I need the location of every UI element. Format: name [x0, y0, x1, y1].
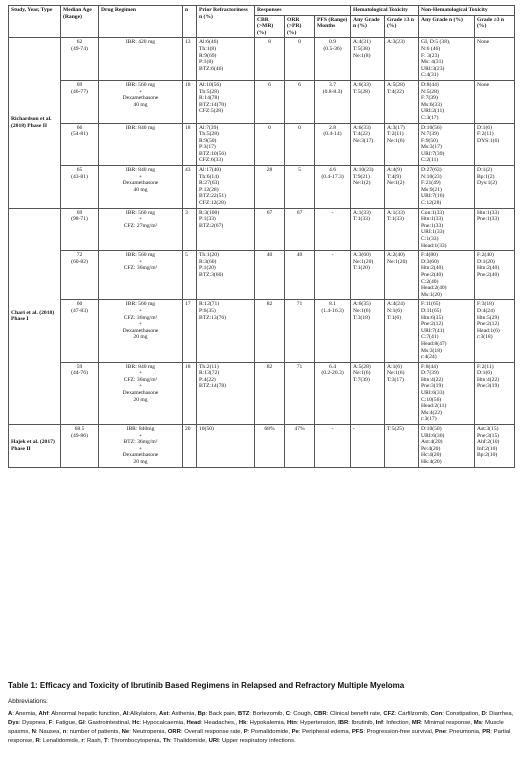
abbreviation-key: Pe [291, 729, 299, 736]
cell-age: 72 (60-82) [61, 251, 99, 300]
abbreviation-value: : Anemia, [12, 711, 39, 717]
table-row [9, 300, 515, 362]
header-hema-g3: Grade ≥3 n (%) [385, 15, 419, 38]
abbreviation-value: : Pneumonia, [445, 729, 483, 736]
cell-nonhema-any: D:10(56) N:7(39) F:9(50) Ms:3(17) URI:7(39) C:2(11) [419, 123, 475, 166]
abbreviation-value: : Muscle spasms, [8, 720, 504, 736]
cell-pfs: 8.1 (1.4-16.3) [315, 300, 351, 362]
cell-orr: 5 [285, 166, 315, 209]
cell-hema-g3: A:4(24) N:1(6) T:1(6) [385, 300, 419, 362]
cell-prior: Al:17(40) Th:6(14) R:27(63) P:12(28) BTZ:22(51) CFZ:12(28) [197, 166, 255, 209]
abbreviation-key: n [62, 729, 67, 736]
abbreviation-value: : Thalidomide, [170, 738, 209, 745]
cell-hema-g3: A:4(9) T:4(9) Ne:1(2) [385, 166, 419, 209]
abbreviation-value: : Lenalidomide, [39, 738, 82, 745]
cell-prior: R:3(100) P:1(33) BTZ:2(67) [197, 208, 255, 251]
table-caption: Table 1: Efficacy and Toxicity of Ibrutinib Based Regimens in Relapsed and Refractory Multiple Myeloma [8, 681, 405, 690]
abbreviation-key: r [81, 738, 84, 745]
cell-hema-g3: A:2(40) Ne:1(20) [385, 251, 419, 300]
abbreviation-key: Ms [473, 720, 482, 727]
cell-nonhema-any: Con:1(33) Htn:1(33) Pne:1(33) URI:1(33) C:1(33) Head:1(33) [419, 208, 475, 251]
abbreviation-value: : Rash, [83, 738, 104, 745]
cell-cbr: 8 [255, 38, 285, 81]
abbreviation-key: Hc [132, 720, 140, 727]
abbreviation-value: : Minimal response, [420, 720, 474, 727]
cell-hema-any: A:6(33) T:4(22) Ne:3(17) [351, 123, 385, 166]
abbreviations-heading: Abbreviations: [8, 698, 48, 705]
cell-hema-g3: A:5(28) T:4(22) [385, 80, 419, 123]
abbreviation-value: : number of patients, [66, 729, 122, 736]
abbreviation-key: A [8, 711, 13, 717]
abbreviation-value: : Thrombocytopenia, [107, 738, 163, 745]
cell-prior: R:12(71) P:6(35) BTZ:13(76) [197, 300, 255, 362]
cell-pfs: 4.6 (0.4-17.3) [315, 166, 351, 209]
cell-regimen: IBR: 840 mg [99, 123, 183, 166]
cell-pfs: 0.9 (0.5-36) [315, 38, 351, 81]
cell-nonhema-g3: None [475, 38, 515, 81]
cell-n: 43 [183, 166, 197, 209]
abbreviation-value: : Bortezomib, [249, 711, 286, 717]
header-prior: Prior Refractoriness n (%) [197, 6, 255, 38]
table-row [9, 38, 515, 81]
cell-age: 65 (43-81) [61, 166, 99, 209]
cell-orr: 0 [285, 123, 315, 166]
cell-prior: 10(50) [197, 425, 255, 468]
cell-regimen: IBR: 420 mg [99, 38, 183, 81]
cell-orr: 6 [285, 80, 315, 123]
header-age: Median Age (Range) [61, 6, 99, 38]
abbreviation-value: : Upper respiratory infections. [218, 738, 296, 745]
abbreviation-value: : Fatigue, [52, 720, 79, 727]
study-cell: Richardson et al. (2018) Phase II [9, 38, 61, 208]
abbreviation-value: : Progression-free survival, [363, 729, 436, 736]
abbreviation-key: IBR [338, 720, 349, 727]
cell-nonhema-any: F:11(65) D:11(65) Htn:6(35) Pne:2(12) URI:7(41) C:7(41) Head:8(47) Ms:3(18) r:4(24) [419, 300, 475, 362]
cell-nonhema-g3: Htn:1(33) Pne:1(33) [475, 208, 515, 251]
cell-nonhema-any: D:27(63) N:10(23) F:21(49) Ms:9(21) URI:7(16) C:12(28) [419, 166, 475, 209]
cell-cbr: 0 [255, 123, 285, 166]
table-row [9, 123, 515, 166]
abbreviation-key: Dys [8, 720, 19, 727]
cell-hema-any: A:1(33) T:1(33) [351, 208, 385, 251]
abbreviation-value: : Ibrutinib, [348, 720, 376, 727]
abbreviation-key: Th [162, 738, 171, 745]
abbreviation-key: ORR [167, 729, 181, 736]
cell-hema-any: A:5(28) Ne:1(6) T:7(39) [351, 362, 385, 424]
cell-regimen: IBR: 840 mg + Dexamethasone 40 mg [99, 166, 183, 209]
cell-regimen: IBR: 840mg + BTZ: 36mg/m² + Dexamethasone 20 mg [99, 425, 183, 468]
header-pfs: PFS (Range) Months [315, 15, 351, 38]
abbreviation-value: : Cough, [290, 711, 314, 717]
cell-hema-any: A:10(23) T:9(21) Ne:1(2) [351, 166, 385, 209]
cell-hema-any: A:3(60) Ne:1(20) T:1(20) [351, 251, 385, 300]
cell-prior: Al:10(56) Th:5(28) R:14(78) BTZ:14(70) CFZ:5(28) [197, 80, 255, 123]
abbreviation-key: GI [78, 720, 85, 727]
cell-age: 60 (47-83) [61, 300, 99, 362]
cell-hema-any: A:6(33) T:5(28) [351, 80, 385, 123]
study-cell: Hajek et al. (2017) Phase II [9, 425, 61, 468]
cell-prior: Al:7(39) Th:5(28) R:9(50) P:3(17) BTZ:10(56) CFZ:6(33) [197, 123, 255, 166]
table-row [9, 251, 515, 300]
abbreviation-value: : Hypokalemia, [246, 720, 288, 727]
header-cbr: CBR (>MR) (%) [255, 15, 285, 38]
cell-age: 69 (46-77) [61, 80, 99, 123]
header-nonhema: Non-Hematological Toxicity [419, 6, 515, 16]
cell-nonhema-any: F:4(80) D:3(60) Htn:2(40) Pne:2(40) C:2(40) Head:2(40) Ms:1(20) [419, 251, 475, 300]
cell-age: 69 (98-71) [61, 208, 99, 251]
table-row [9, 208, 515, 251]
abbreviation-key: MR [411, 720, 421, 727]
header-nonhema-any: Any Grade n (%) [419, 15, 475, 38]
cell-regimen: IBR: 560 mg + CFZ: 27mg/m² [99, 208, 183, 251]
cell-regimen: IBR: 560 mg + CFZ: 36mg/m² + Dexamethasone 20 mg [99, 300, 183, 362]
cell-orr: 71 [285, 300, 315, 362]
table-row [9, 166, 515, 209]
cell-pfs: 2.8 (0.4-14) [315, 123, 351, 166]
abbreviation-key: N [31, 729, 36, 736]
header-hema-any: Any Grade n (%) [351, 15, 385, 38]
abbreviation-key: Htn [287, 720, 297, 727]
cell-hema-any: - [351, 425, 385, 468]
cell-cbr: 40 [255, 251, 285, 300]
cell-prior: Th:1(20) R:3(60) P:1(20) BTZ:3(60) [197, 251, 255, 300]
cell-orr: 40 [285, 251, 315, 300]
abbreviations-list [8, 710, 514, 747]
abbreviation-value: : Carfilzomib, [394, 711, 431, 717]
header-n: n [183, 6, 197, 38]
cell-nonhema-any: D:8(44) N:5(28) F:7(39) Ms:6(33) URI:2(11) C:3(17) [419, 80, 475, 123]
header-regimen: Drug Regimen [99, 6, 183, 38]
cell-nonhema-g3: Ast:3(15) Pne:3(15) Ahf:2(10) Inf:2(10) Bp:2(10) [475, 425, 515, 468]
abbreviation-key: P [243, 729, 248, 736]
abbreviation-value: : Back pain, [205, 711, 238, 717]
cell-n: 5 [183, 251, 197, 300]
abbreviation-key: D [481, 711, 486, 717]
cell-pfs: - [315, 425, 351, 468]
abbreviation-value: : Infection, [382, 720, 412, 727]
cell-nonhema-g3: F:2(11) D:1(6) Htn:4(22) Pne:3(19) [475, 362, 515, 424]
abbreviation-value: : Partial response, [8, 729, 511, 745]
study-cell: Chari et al. (2018) Phase I [9, 208, 61, 424]
abbreviation-value: : Clinical benefit rate, [326, 711, 384, 717]
cell-nonhema-any: D:10(50) URI:6(30) Ast:4(20) Pe:4(20) Hc:4(20) Hk:4(20) [419, 425, 475, 468]
abbreviation-key: Pne [435, 729, 446, 736]
abbreviation-key: Bp [197, 711, 206, 717]
abbreviation-key: CFZ [383, 711, 395, 717]
cell-age: 59 (44-76) [61, 362, 99, 424]
header-nonhema-g3: Grade ≥3 n (%) [475, 15, 515, 38]
cell-hema-any: A:6(35) Ne:1(6) T:3(18) [351, 300, 385, 362]
abbreviation-key: URI [208, 738, 219, 745]
cell-prior: Al:6(46) Th:1(8) R:9(69) P:1(8) BTZ:6(46) [197, 38, 255, 81]
abbreviation-key: Inf [375, 720, 383, 727]
cell-n: 17 [183, 300, 197, 362]
cell-n: 18 [183, 123, 197, 166]
abbreviation-value: : Diarrhea, [485, 711, 514, 717]
cell-nonhema-g3: D:1(6) F:2(11) DYS:1(6) [475, 123, 515, 166]
cell-orr: 0 [285, 38, 315, 81]
cell-pfs: 6.4 (0.2-20.3) [315, 362, 351, 424]
cell-cbr: 28 [255, 166, 285, 209]
cell-hema-g3: A:1(6) Ne:1(6) T:3(17) [385, 362, 419, 424]
cell-age: 68.5 (49-86) [61, 425, 99, 468]
cell-hema-g3: A:1(33) T:1(33) [385, 208, 419, 251]
abbreviation-value: : Nausea, [35, 729, 63, 736]
abbreviation-value: : Neutropenia, [129, 729, 168, 736]
table-row [9, 362, 515, 424]
header-study: Study, Year, Type [9, 6, 61, 38]
cell-nonhema-any: GI, D:5 (38), N:6 (46) F: 3(23) Ms: 4(31) URI:3(23) C:4(31) [419, 38, 475, 81]
cell-cbr: 6 [255, 80, 285, 123]
abbreviation-key: T [103, 738, 108, 745]
abbreviation-value: : Pomalidomide, [247, 729, 292, 736]
abbreviation-value: : Gastrointestinal, [84, 720, 133, 727]
abbreviation-key: R [35, 738, 40, 745]
abbreviation-value: :Alkylators, [128, 711, 159, 717]
cell-regimen: IBR: 840 mg + CFZ: 36mg/m² + Dexamethasone 20 mg [99, 362, 183, 424]
cell-cbr: 68% [255, 425, 285, 468]
abbreviation-key: CBR [313, 711, 327, 717]
cell-n: 13 [183, 38, 197, 81]
abbreviation-key: Ne [121, 729, 130, 736]
cell-orr: 71 [285, 362, 315, 424]
abbreviation-key: PFS [351, 729, 364, 736]
abbreviation-key: Ahf [38, 711, 49, 717]
cell-hema-g3: A:3(23) [385, 38, 419, 81]
cell-nonhema-g3: D:1(2) Bp:1(2) Dys:1(2) [475, 166, 515, 209]
cell-pfs: 3.7 (0.8-8.3) [315, 80, 351, 123]
cell-n: 3 [183, 208, 197, 251]
abbreviation-value: : Asthenia, [168, 711, 198, 717]
abbreviation-key: Head [186, 720, 201, 727]
cell-regimen: IBR: 560 mg + CFZ: 36mg/m² [99, 251, 183, 300]
cell-cbr: 82 [255, 362, 285, 424]
cell-hema-any: A:4(31) T:5(38) Ne:1(8) [351, 38, 385, 81]
header-orr: ORR (>PR) (%) [285, 15, 315, 38]
efficacy-toxicity-table [8, 5, 515, 468]
abbreviation-key: Hk [238, 720, 247, 727]
abbreviation-value: : Headaches,, [200, 720, 239, 727]
cell-nonhema-any: F:8(44) D:7(39) Htn:4(22) Pne:3(19) URI:6(33) C:10(56) Head:2(11) Ms:4(22) r:3(17) [419, 362, 475, 424]
abbreviation-value: : Hypocalcaemia, [139, 720, 187, 727]
abbreviation-value: : Abnormal hepatic function, [48, 711, 123, 717]
cell-orr: 47% [285, 425, 315, 468]
cell-n: 18 [183, 80, 197, 123]
cell-orr: 67 [285, 208, 315, 251]
abbreviation-value: : Overall response rate, [180, 729, 244, 736]
header-responses: Responses [255, 6, 351, 16]
abbreviation-key: Al [122, 711, 129, 717]
header-hema: Hematological Toxicity [351, 6, 419, 16]
abbreviation-value: : Dyspnea, [18, 720, 49, 727]
cell-n: 20 [183, 425, 197, 468]
cell-regimen: IBR: 560 mg + Dexamethasone 40 mg [99, 80, 183, 123]
cell-hema-g3: T:5(25) [385, 425, 419, 468]
cell-age: 62 (49-74) [61, 38, 99, 81]
abbreviation-value: : Peripheral edema, [298, 729, 352, 736]
abbreviation-key: Ast [159, 711, 169, 717]
cell-nonhema-g3: None [475, 80, 515, 123]
table-row [9, 425, 515, 468]
abbreviation-key: PR [482, 729, 491, 736]
cell-pfs: - [315, 208, 351, 251]
abbreviation-key: BTZ [237, 711, 250, 717]
cell-hema-g3: A:3(17) T:2(11) Ne:1(6) [385, 123, 419, 166]
cell-pfs: - [315, 251, 351, 300]
cell-age: 66 (54-81) [61, 123, 99, 166]
cell-nonhema-g3: F:3(18) D:4(24) Htn:5(29) Pne:2(12) Head:1(6) r:3(18) [475, 300, 515, 362]
cell-n: 18 [183, 362, 197, 424]
abbreviation-key: Con [430, 711, 443, 717]
abbreviation-key: F [48, 720, 53, 727]
abbreviation-value: : Constipation, [442, 711, 482, 717]
table-row [9, 80, 515, 123]
cell-nonhema-g3: F:2(40) D:1(20) Htn:2(40) Pne:2(40) [475, 251, 515, 300]
abbreviation-value: : Hypertension, [296, 720, 339, 727]
cell-prior: Th:2(11) R:13(72) P:4(22) BTZ:14(78) [197, 362, 255, 424]
abbreviation-key: C [285, 711, 290, 717]
cell-cbr: 82 [255, 300, 285, 362]
cell-cbr: 67 [255, 208, 285, 251]
